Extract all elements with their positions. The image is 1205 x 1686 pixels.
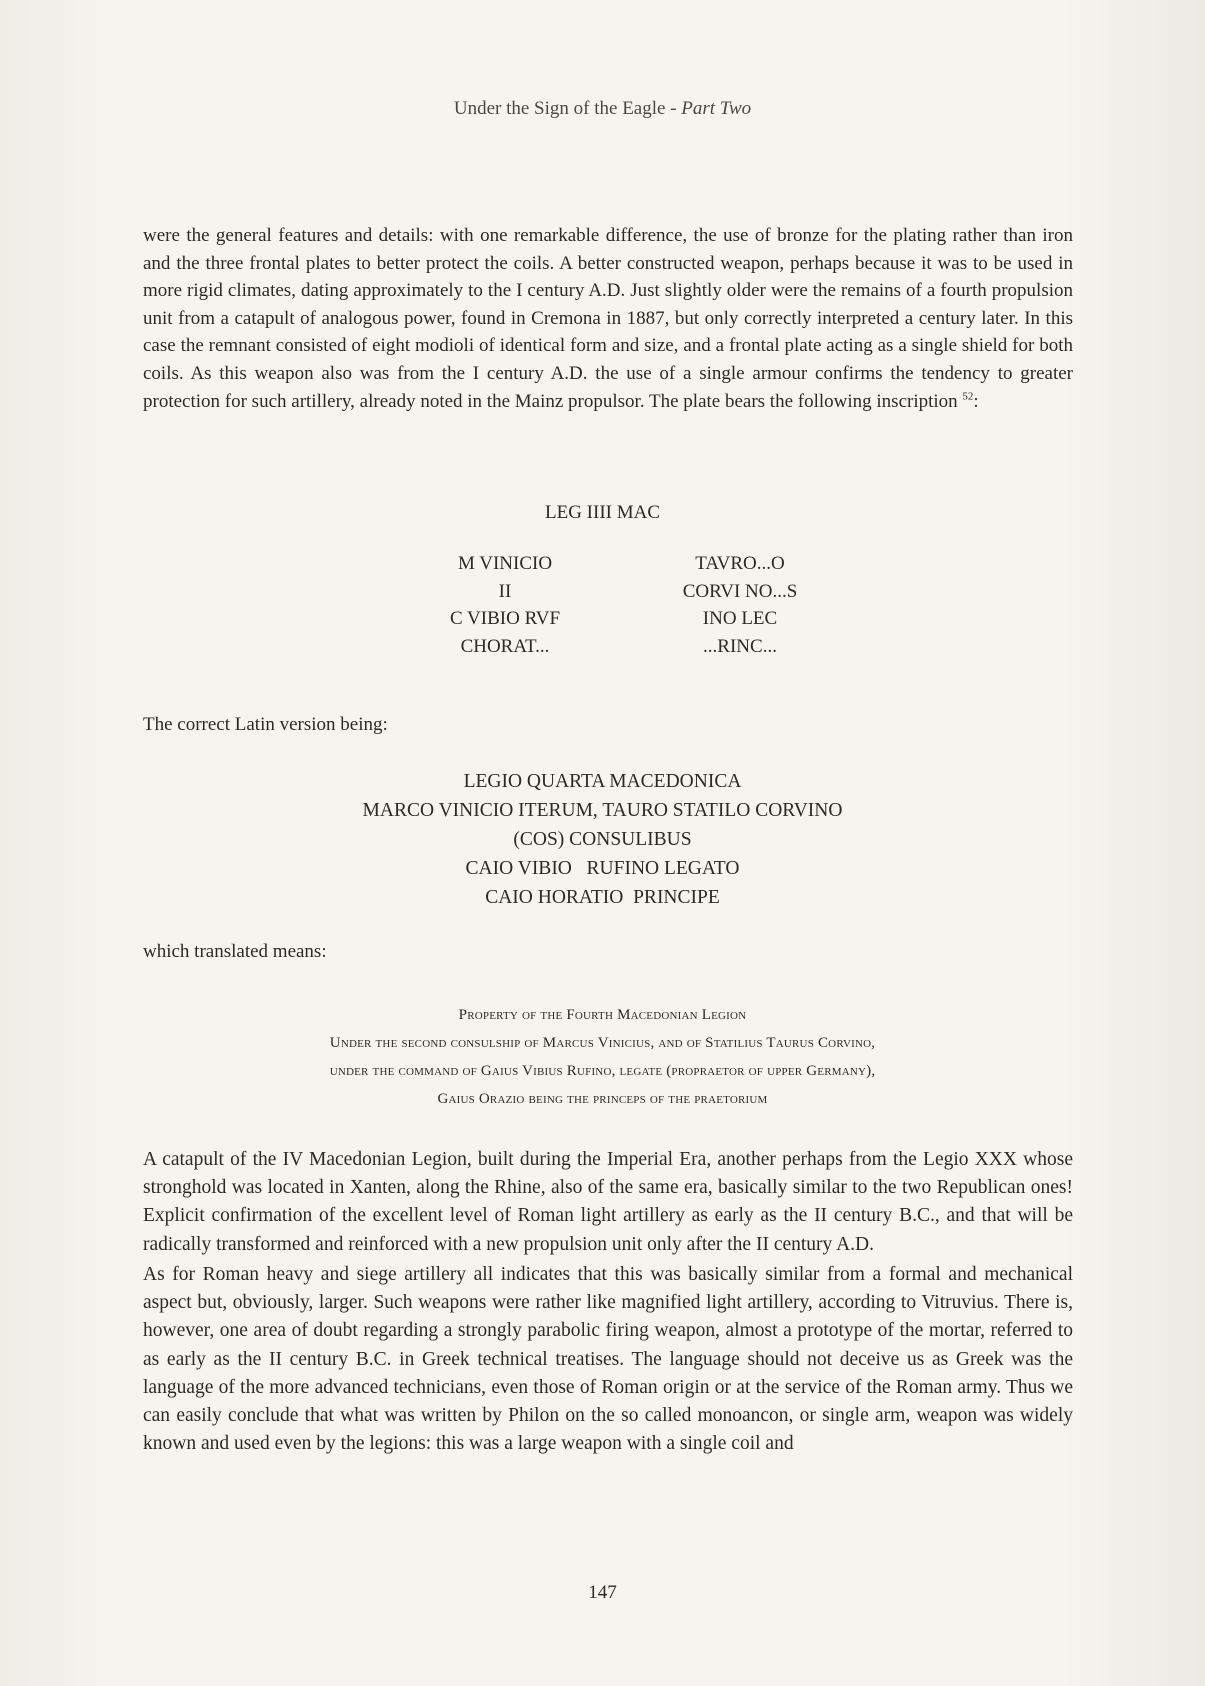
inscription-left-column [385,550,625,660]
inscription-line: C VIBIO RVF [449,608,561,629]
paragraph-2: A catapult of the IV Macedonian Legion, built during the Imperial Era, another perhaps from the Legio XXX whose stronghold was located in Xanten, along the Rhine, also of the same era, basically similar to the two Republican ones! Explicit confirmation of the excellent level of Roman light artillery as early as the II century B.C., and that will be radically transformed and reinforced with a new propulsion unit only after the II century A.D. [143,1149,1083,1255]
inscription-title: LEG IIII MAC [544,502,661,523]
inscription-line: CORVI NO...S [682,580,798,602]
paragraph-3: As for Roman heavy and siege artillery all indicates that this was basically similar from a formal and mechanical aspect but, obviously, larger. Such weapons were rather like magnified light artillery, according to Vitruvius. There is, however, one area of doubt regarding a strongly parabolic firing weapon, almost a prototype of the mortar, referred to as early as the II century B.C. in Greek technical treatises. The language should not deceive us as Greek was the language of the more advanced technicians, even those of Roman origin or at the service of the Roman army. Thus we can easily conclude that what was written by Philon on the so called monoancon, or single arm, weapon was widely known and used even by the legions: this was a large weapon with a single coil and [143,1264,1073,1455]
inscription-line: ...RINC... [703,635,777,657]
translation-line: under the command of Gaius Vibius Rufino, legate (propraetor of upper Germany), [329,1063,876,1079]
translation [0,1001,1205,1113]
translation-line: Gaius Orazio being the princeps of the praetorium [437,1091,768,1107]
latin-line: MARCO VINICIO ITERUM, TAURO STATILO CORVINO [362,800,843,821]
latin-intro: The correct Latin version being: [143,714,388,735]
translation-intro: which translated means: [143,941,327,962]
inscription-line: II [498,580,512,602]
latin-version [0,767,1205,912]
running-head [0,98,1205,120]
paragraph-1-text: were the general features and details: with one remarkable difference, the use of bronze for the plating rather than iron and the three frontal plates to better protect the coils. A better constructed weapon, perhaps because it was to be used in more rigid climates, dating approximately to the I century A.D. Just slightly older were the remains of a fourth propulsion unit from a catapult of analogous power, found in Cremona in 1887, but only correctly interpreted a century later. In this case the remnant consisted of eight modioli of identical form and size, and a frontal plate acting as a single shield for both coils. As this weapon also was from the I century A.D. the use of a single armour confirms the tendency to greater protection for such artillery, already noted in the Mainz propulsor. The plate bears the following inscription [143,225,1073,412]
inscription-right-column [620,550,860,660]
translation-line: Property of the Fourth Macedonian Legion [458,1007,747,1023]
inscription-line: INO LEC [702,608,778,629]
inscription-line: TAVRO...O [695,553,785,574]
inscription-line: CHORAT... [460,635,550,657]
latin-line: CAIO VIBIO RUFINO LEGATO [465,858,740,879]
footnote-ref: 52 [962,390,974,403]
page-number: 147 [588,1582,617,1603]
translation-line: Under the second consulship of Marcus Vinicius, and of Statilius Taurus Corvino, [329,1035,876,1051]
paragraph-1 [143,222,1073,415]
latin-line: LEGIO QUARTA MACEDONICA [463,771,742,792]
running-head-separator: - [665,98,682,119]
running-head-part: Part Two [681,98,752,119]
latin-line: CAIO HORATIO PRINCIPE [485,887,720,908]
running-head-title: Under the Sign of the Eagle [453,98,666,119]
inscription-line: M VINICIO [457,553,553,574]
paragraph-1-end: : [973,390,979,412]
latin-line: (COS) CONSULIBUS [513,829,692,850]
